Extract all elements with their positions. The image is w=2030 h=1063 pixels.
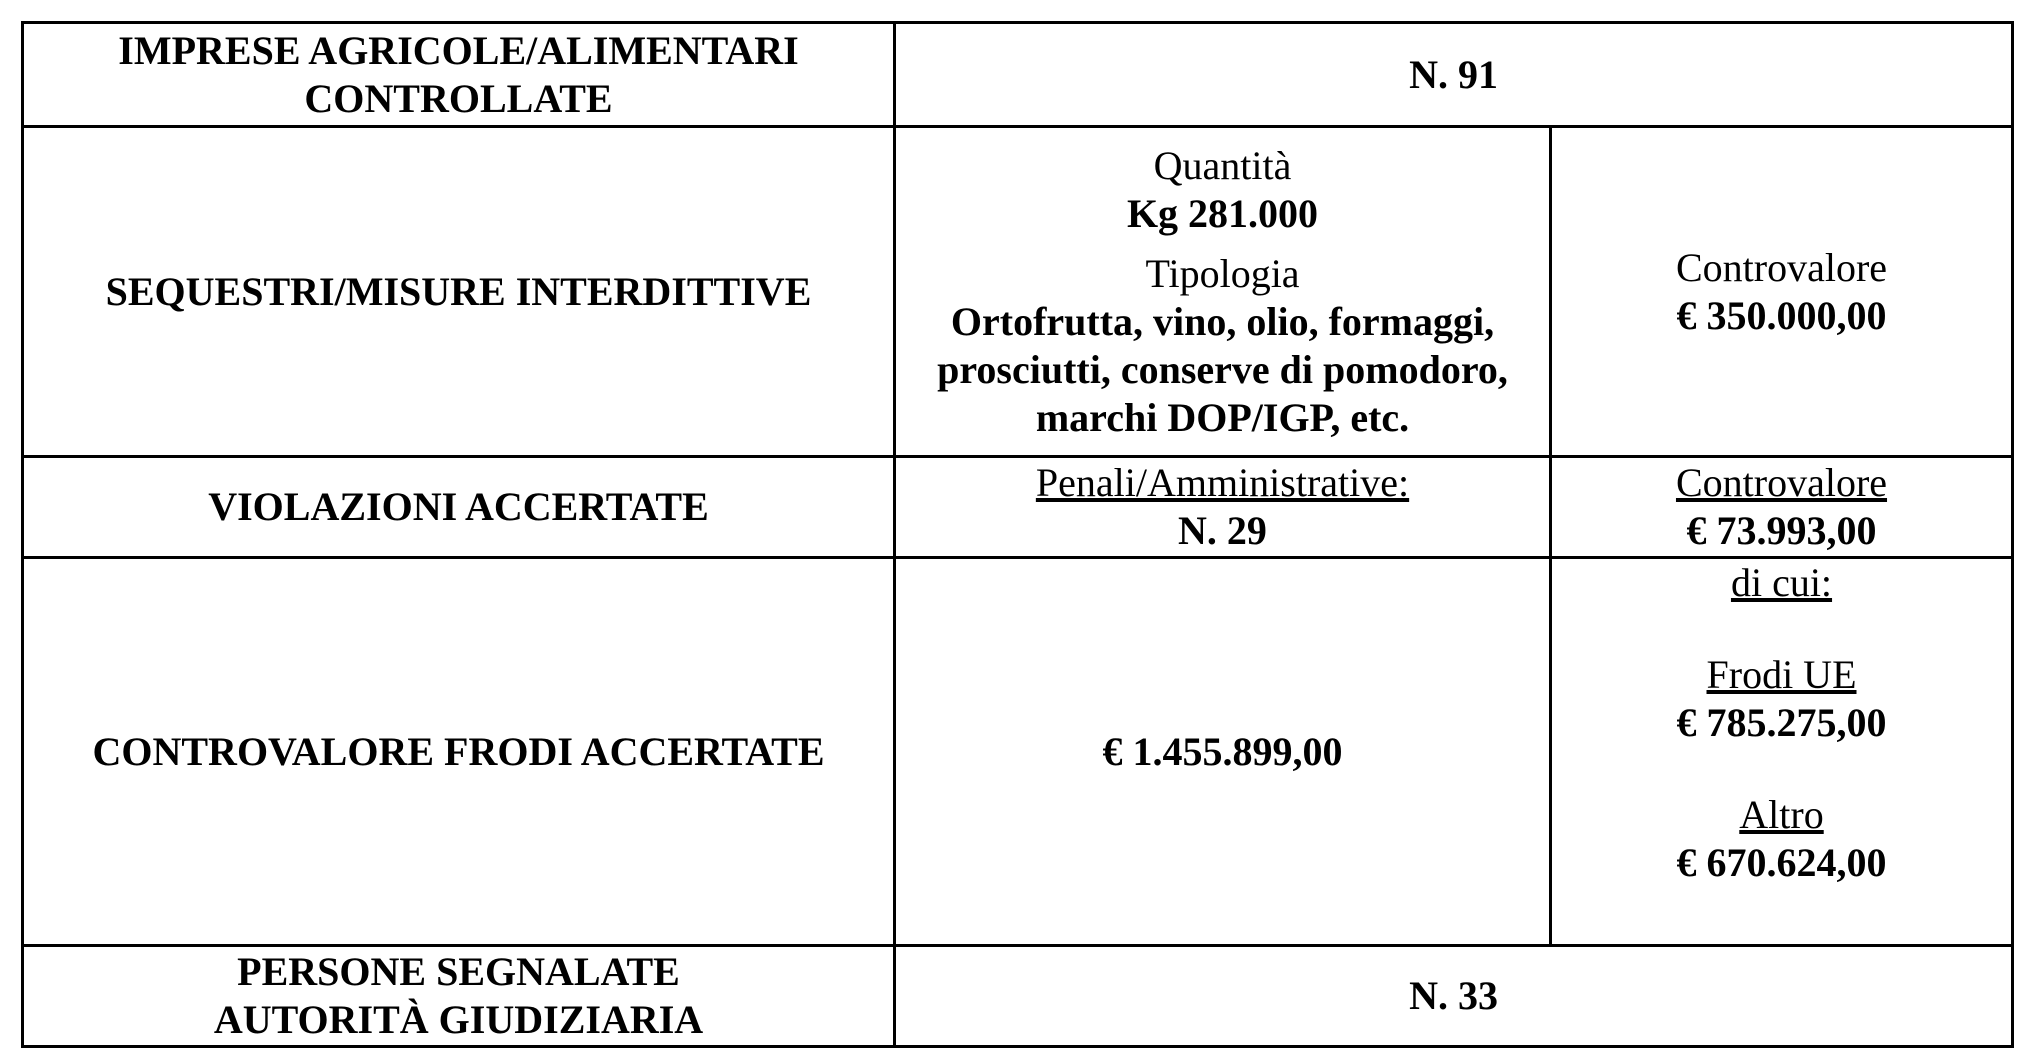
violazioni-label: VIOLAZIONI ACCERTATE — [23, 457, 895, 558]
persone-value: N. 33 — [895, 946, 2013, 1047]
imprese-label-line2: CONTROLLATE — [304, 75, 613, 121]
imprese-label-cell — [23, 23, 895, 127]
frodi-ue-label: Frodi UE — [1706, 652, 1857, 697]
penali-value: N. 29 — [1178, 508, 1267, 553]
violazioni-controvalore-label: Controvalore — [1675, 460, 1888, 505]
frodi-summary-table — [21, 21, 2014, 1048]
frodi-total-value: € 1.455.899,00 — [895, 558, 1551, 946]
tipologia-label: Tipologia — [1145, 250, 1300, 296]
row-persone — [23, 946, 2013, 1047]
imprese-label-line1: IMPRESE AGRICOLE/ALIMENTARI — [118, 27, 799, 73]
violazioni-penali-cell — [895, 457, 1551, 558]
quantita-label: Quantità — [1153, 142, 1292, 188]
row-sequestri — [23, 127, 2013, 457]
persone-label-cell — [23, 946, 895, 1047]
frodi-label: CONTROVALORE FRODI ACCERTATE — [23, 558, 895, 946]
altro-value: € 670.624,00 — [1676, 840, 1887, 885]
sequestri-controvalore-value: € 350.000,00 — [1676, 292, 1887, 338]
penali-label: Penali/Amministrative: — [1035, 460, 1410, 505]
tipologia-line2: prosciutti, conserve di pomodoro, — [937, 346, 1508, 392]
row-frodi — [23, 558, 2013, 946]
sequestri-label: SEQUESTRI/MISURE INTERDITTIVE — [23, 127, 895, 457]
row-imprese — [23, 23, 2013, 127]
quantita-value: Kg 281.000 — [1126, 190, 1319, 236]
violazioni-controvalore-cell — [1551, 457, 2013, 558]
di-cui-label: di cui: — [1730, 560, 1833, 605]
tipologia-line3: marchi DOP/IGP, etc. — [1035, 394, 1410, 440]
row-violazioni — [23, 457, 2013, 558]
altro-label: Altro — [1739, 792, 1824, 837]
sequestri-controvalore-label: Controvalore — [1675, 244, 1888, 290]
persone-label-line2: AUTORITÀ GIUDIZIARIA — [213, 997, 704, 1042]
imprese-value: N. 91 — [895, 23, 2013, 127]
frodi-breakdown-cell — [1551, 558, 2013, 946]
violazioni-controvalore-value: € 73.993,00 — [1686, 508, 1877, 553]
persone-label-line1: PERSONE SEGNALATE — [237, 949, 680, 994]
sequestri-details-cell — [895, 127, 1551, 457]
sequestri-controvalore-cell — [1551, 127, 2013, 457]
frodi-ue-value: € 785.275,00 — [1676, 700, 1887, 745]
tipologia-line1: Ortofrutta, vino, olio, formaggi, — [950, 298, 1495, 344]
